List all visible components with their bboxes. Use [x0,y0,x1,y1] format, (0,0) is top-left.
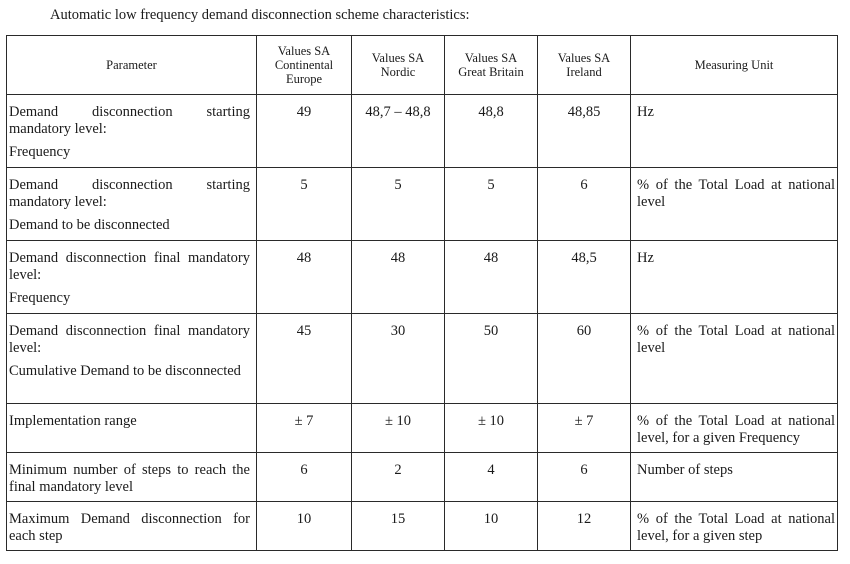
cell-parameter [7,241,257,314]
cell-continental-europe: 10 [257,502,352,551]
unit-text: % of the Total Load at national level, for a given Frequency [637,413,835,446]
cell-nordic: 2 [352,453,445,502]
cell-unit [631,404,838,453]
header-line: Europe [285,72,323,86]
unit-text: Number of steps [637,462,733,478]
header-line: Continental [274,58,334,72]
cell-unit [631,453,838,502]
header-parameter: Parameter [7,36,257,95]
header-measuring-unit: Measuring Unit [631,36,838,95]
cell-parameter [7,168,257,241]
parameter-text: Maximum Demand disconnection for each step [9,511,250,544]
cell-parameter [7,314,257,404]
table-row [7,95,838,168]
header-line: Nordic [380,65,416,79]
table-caption: Automatic low frequency demand disconnection scheme characteristics: [50,7,470,23]
parameter-text: Implementation range [9,413,137,429]
cell-parameter [7,404,257,453]
cell-continental-europe: ± 7 [257,404,352,453]
parameter-text: Minimum number of steps to reach the final mandatory level [9,462,250,495]
cell-parameter [7,453,257,502]
cell-ireland: 60 [538,314,631,404]
cell-continental-europe: 48 [257,241,352,314]
cell-unit [631,168,838,241]
header-line: Values SA [557,51,611,65]
cell-unit [631,314,838,404]
cell-ireland: 6 [538,168,631,241]
table-row [7,404,838,453]
cell-parameter [7,502,257,551]
parameter-subtext: Demand to be disconnected [9,217,170,233]
cell-nordic: 48,7 – 48,8 [352,95,445,168]
parameter-subtext: Frequency [9,144,71,160]
cell-great-britain: 48 [445,241,538,314]
parameter-text: Demand disconnection starting mandatory level: [9,177,250,210]
cell-nordic: ± 10 [352,404,445,453]
table-row [7,453,838,502]
cell-ireland: ± 7 [538,404,631,453]
cell-great-britain: 48,8 [445,95,538,168]
header-line: Values SA [277,44,331,58]
unit-text: Hz [637,250,654,266]
cell-unit [631,95,838,168]
header-great-britain [445,36,538,95]
cell-ireland: 12 [538,502,631,551]
cell-great-britain: ± 10 [445,404,538,453]
parameter-text: Demand disconnection starting mandatory level: [9,104,250,137]
header-line: Values SA [464,51,518,65]
header-line: Great Britain [458,65,524,79]
cell-great-britain: 5 [445,168,538,241]
cell-continental-europe: 45 [257,314,352,404]
table-row [7,314,838,404]
cell-great-britain: 50 [445,314,538,404]
ufls-characteristics-table [6,35,838,551]
unit-text: % of the Total Load at national level [637,323,835,356]
cell-unit [631,502,838,551]
cell-great-britain: 4 [445,453,538,502]
unit-text: % of the Total Load at national level, for a given step [637,511,835,544]
cell-nordic: 48 [352,241,445,314]
cell-nordic: 5 [352,168,445,241]
cell-nordic: 15 [352,502,445,551]
cell-continental-europe: 6 [257,453,352,502]
cell-nordic: 30 [352,314,445,404]
header-ireland [538,36,631,95]
header-line: Ireland [566,65,602,79]
cell-continental-europe: 49 [257,95,352,168]
header-nordic [352,36,445,95]
header-row [7,36,838,95]
cell-unit [631,241,838,314]
parameter-text: Demand disconnection final mandatory level: [9,250,250,283]
table-row [7,168,838,241]
cell-parameter [7,95,257,168]
header-continental-europe [257,36,352,95]
parameter-subtext: Frequency [9,290,71,306]
table-row [7,502,838,551]
header-line: Values SA [371,51,425,65]
cell-continental-europe: 5 [257,168,352,241]
unit-text: % of the Total Load at national level [637,177,835,210]
cell-ireland: 6 [538,453,631,502]
cell-ireland: 48,5 [538,241,631,314]
table-row [7,241,838,314]
cell-great-britain: 10 [445,502,538,551]
cell-ireland: 48,85 [538,95,631,168]
unit-text: Hz [637,104,654,120]
parameter-subtext: Cumulative Demand to be disconnected [9,363,241,379]
parameter-text: Demand disconnection final mandatory level: [9,323,250,356]
